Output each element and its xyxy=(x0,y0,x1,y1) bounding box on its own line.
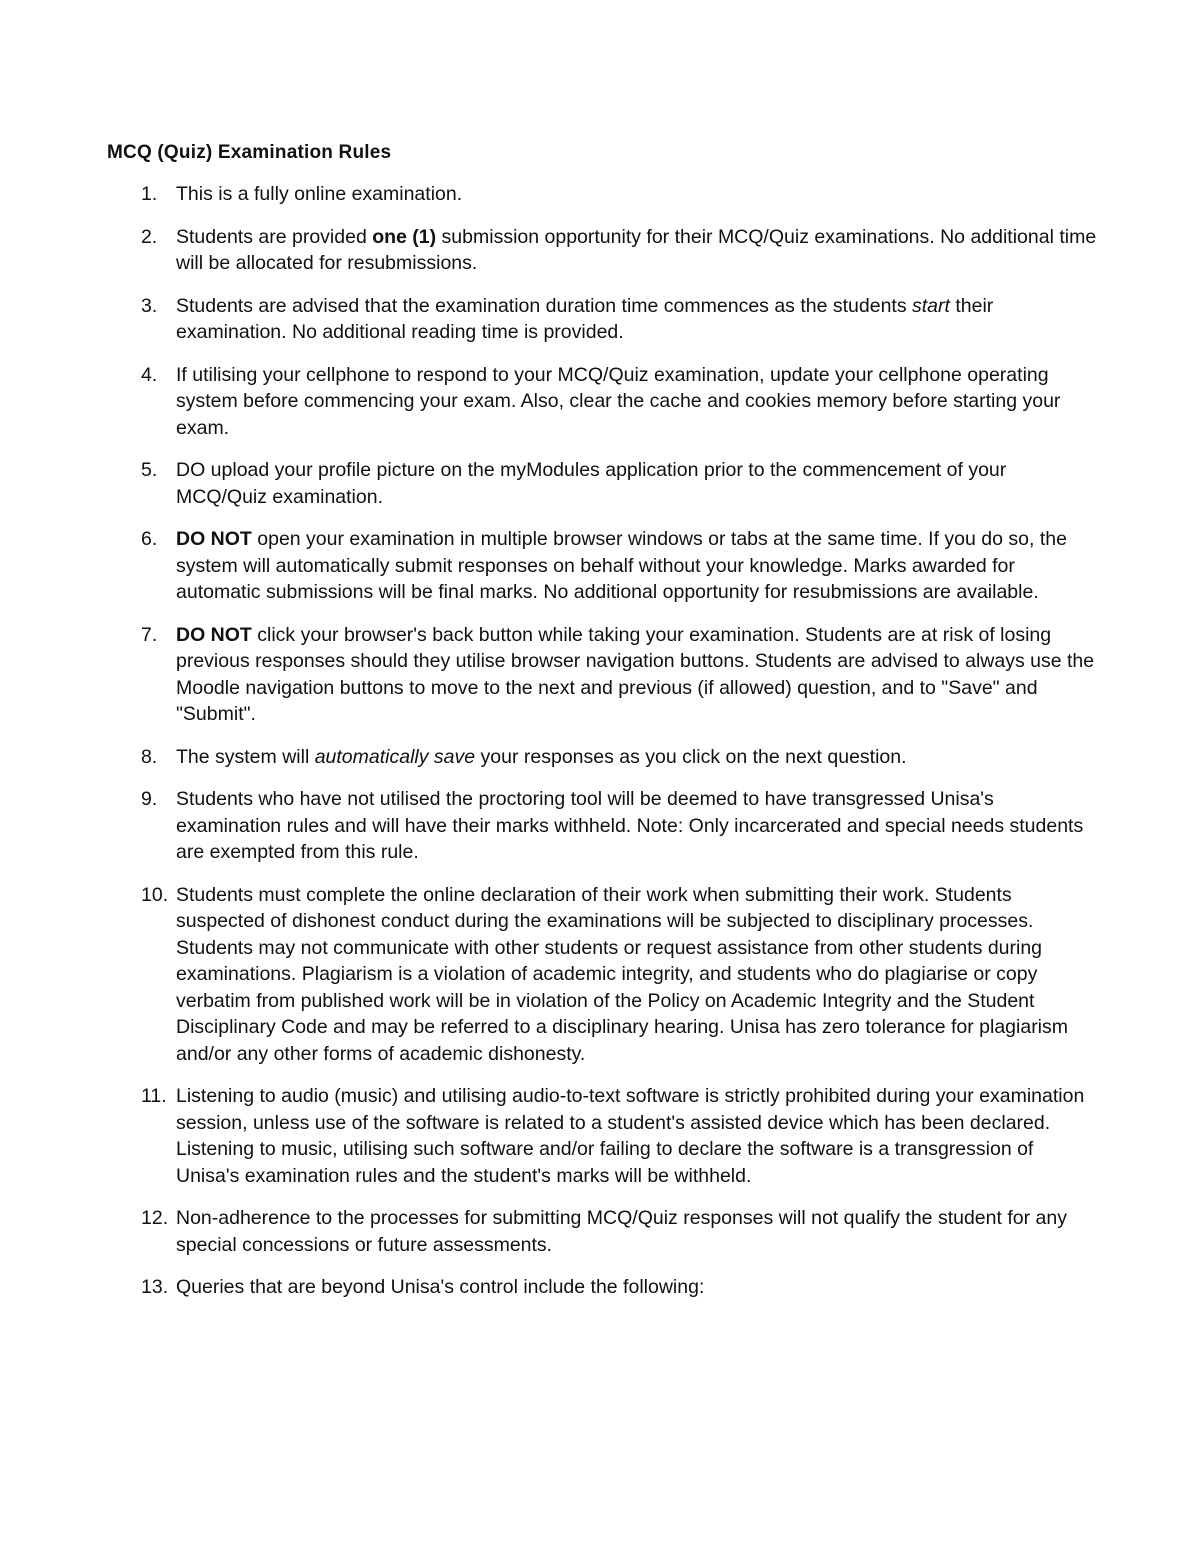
emphasis-bold: DO NOT xyxy=(176,623,252,646)
list-item-text xyxy=(176,528,1067,603)
list-item-text xyxy=(176,884,1068,1065)
list-item-number: 7. xyxy=(141,623,158,646)
list-item-text xyxy=(176,746,907,768)
list-item xyxy=(0,622,1200,728)
text-segment: submission opportunity for their MCQ/Quiz examinations. No additional time will be allocated for resubmissions. xyxy=(176,225,1097,274)
list-item-number: 6. xyxy=(141,528,158,550)
list-item-text xyxy=(176,1085,1084,1187)
text-segment: open your examination in multiple browser windows or tabs at the same time. If you do so, the system will automatically submit responses on behalf without your knowledge. Marks awarded for automatic submissions will be final marks. No additional opportunity for resubmissions are available. xyxy=(176,528,1067,603)
list-item xyxy=(0,181,1200,208)
list-item-number: 9. xyxy=(141,788,158,810)
list-item xyxy=(0,526,1200,606)
list-item-text xyxy=(176,226,1096,275)
list-item-text xyxy=(176,183,462,205)
list-item-number: 10. xyxy=(141,883,169,906)
list-item xyxy=(0,1083,1200,1189)
text-segment: The system will xyxy=(176,745,315,768)
emphasis-bold: DO NOT xyxy=(176,528,252,550)
emphasis-italic: automatically save xyxy=(314,745,476,768)
text-segment: This is a fully online examination. xyxy=(176,183,463,205)
rules-list xyxy=(0,181,1200,1317)
list-item-text xyxy=(176,1207,1067,1256)
list-item-number: 12. xyxy=(141,1207,169,1229)
list-item-text xyxy=(176,364,1060,439)
text-segment: Students are provided xyxy=(176,225,373,248)
text-segment: your responses as you click on the next question. xyxy=(475,745,907,768)
list-item xyxy=(0,1205,1200,1258)
text-segment: DO upload your profile picture on the myModules application prior to the commencement of your MCQ/Quiz examination. xyxy=(176,459,1007,508)
list-item xyxy=(0,1274,1200,1301)
text-segment: Listening to audio (music) and utilising audio-to-text software is strictly prohibited during your examination session, unless use of the software is related to a student's assisted device which has been declared. Listening to music, utilising such software and/or failing to declare the software is a transgression of Unisa's examination rules and the student's marks will be withheld. xyxy=(176,1085,1085,1187)
list-item-number: 2. xyxy=(141,225,158,248)
list-item-text xyxy=(176,1276,704,1298)
emphasis-bold: one (1) xyxy=(372,225,437,248)
list-item xyxy=(0,457,1200,510)
list-item xyxy=(0,786,1200,866)
text-segment: Students are advised that the examination duration time commences as the students xyxy=(176,294,913,317)
text-segment: their examination. No additional reading time is provided. xyxy=(176,294,994,343)
list-item-number: 4. xyxy=(141,363,158,386)
page-title: MCQ (Quiz) Examination Rules xyxy=(107,142,392,163)
list-item-text xyxy=(176,788,1083,863)
list-item-number: 1. xyxy=(141,183,158,205)
text-segment: Queries that are beyond Unisa's control include the following: xyxy=(176,1276,705,1298)
list-item-number: 13. xyxy=(141,1276,169,1298)
list-item xyxy=(0,293,1200,346)
list-item-number: 3. xyxy=(141,294,158,317)
text-segment: Students must complete the online declaration of their work when submitting their work. Students suspected of dishonest conduct during the examinations will be subjected to disciplinary processes. Students may not communicate with other students or request assistance from other students during examinations. Plagiarism is a violation of academic integrity, and students who do plagiarise or copy verbatim from published work will be in violation of the Policy on Academic Integrity and the Student Disciplinary Code and may be referred to a disciplinary hearing. Unisa has zero tolerance for plagiarism and/or any other forms of academic dishonesty. xyxy=(176,883,1069,1065)
list-item-text xyxy=(176,459,1006,508)
list-item-text xyxy=(176,295,993,344)
list-item-number: 8. xyxy=(141,745,158,768)
list-item xyxy=(0,224,1200,277)
list-item-number: 11. xyxy=(141,1085,167,1107)
list-item xyxy=(0,882,1200,1068)
list-item-text xyxy=(176,624,1094,726)
text-segment: Non-adherence to the processes for submitting MCQ/Quiz responses will not qualify the student for any special concessions or future assessments. xyxy=(176,1207,1067,1256)
list-item-number: 5. xyxy=(141,459,158,481)
list-item xyxy=(0,744,1200,771)
emphasis-italic: start xyxy=(912,294,950,317)
text-segment: Students who have not utilised the proctoring tool will be deemed to have transgressed Unisa's examination rules and will have their marks withheld. Note: Only incarcerated and special needs students are exempted from this rule. xyxy=(176,788,1084,863)
text-segment: click your browser's back button while taking your examination. Students are at risk of losing previous responses should they utilise browser navigation buttons. Students are advised to always use the Moodle navigation buttons to move to the next and previous (if allowed) question, and to "Save" and "Submit". xyxy=(176,623,1095,725)
list-item xyxy=(0,362,1200,442)
text-segment: If utilising your cellphone to respond to your MCQ/Quiz examination, update your cellphone operating system before commencing your exam. Also, clear the cache and cookies memory before starting your exam. xyxy=(176,363,1061,439)
